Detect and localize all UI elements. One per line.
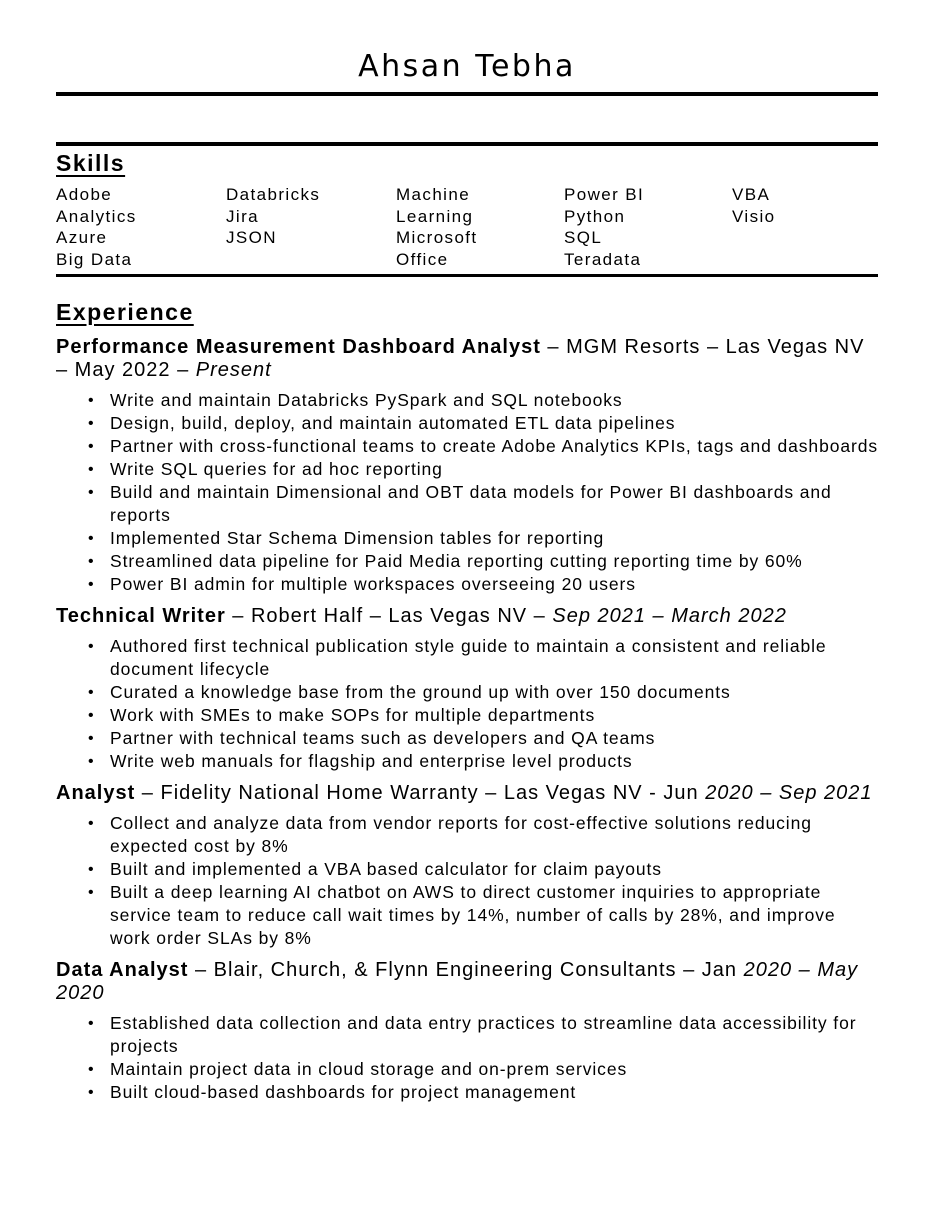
job-role: Technical Writer <box>56 605 226 627</box>
job-bullet-list <box>56 635 878 773</box>
header-divider <box>56 92 878 96</box>
skills-heading: Skills <box>56 150 126 176</box>
bullet-item: • Write web manuals for flagship and enterprise level products <box>88 750 878 773</box>
skills-column-5 <box>732 184 878 270</box>
job-bullet-list <box>56 812 878 950</box>
job-role: Analyst <box>56 782 136 804</box>
skill-item: Adobe <box>56 185 113 204</box>
job-entry-1 <box>56 336 878 596</box>
skill-item: Azure <box>56 228 108 247</box>
experience-heading: Experience <box>56 299 194 325</box>
skill-item: Office <box>396 249 449 269</box>
bullet-item: • Work with SMEs to make SOPs for multiple departments <box>88 704 878 727</box>
job-title-line <box>56 336 878 382</box>
skills-column-3 <box>396 184 564 270</box>
bullet-item: • Streamlined data pipeline for Paid Media reporting cutting reporting time by 60% <box>88 550 878 573</box>
job-company-location: – Blair, Church, & Flynn Engineering Consultants – Jan <box>188 959 744 981</box>
bullet-item: • Implemented Star Schema Dimension tables for reporting <box>88 527 878 550</box>
job-dates: 2020 – May 2020 <box>56 959 859 1004</box>
bullet-item: • Write and maintain Databricks PySpark and SQL notebooks <box>88 389 878 412</box>
skill-item: Teradata <box>564 249 642 269</box>
bullet-item: • Built a deep learning AI chatbot on AWS to direct customer inquiries to appropriate service team to reduce call wait times by 14%, number of calls by 28%, and improve work order SLAs by 8% <box>88 881 878 950</box>
job-entry-2 <box>56 605 878 773</box>
skill-item: Python <box>564 206 626 226</box>
job-title-line <box>56 782 878 805</box>
skill-item: VBA <box>732 185 771 204</box>
job-entry-3 <box>56 782 878 950</box>
skill-item: Microsoft <box>396 228 478 247</box>
skills-column-1 <box>56 184 226 270</box>
bullet-item: • Built cloud-based dashboards for project management <box>88 1081 878 1104</box>
skill-item: Visio <box>732 206 776 226</box>
bullet-item: • Authored first technical publication style guide to maintain a consistent and reliable document lifecycle <box>88 635 878 681</box>
job-company-location: – Robert Half – Las Vegas NV – <box>225 605 553 627</box>
job-role: Performance Measurement Dashboard Analyst <box>56 336 541 358</box>
skill-item: Power BI <box>564 185 645 204</box>
skill-item: Analytics <box>56 206 137 226</box>
resume-name: Ahsan Tebha <box>358 49 576 84</box>
bullet-item: • Curated a knowledge base from the ground up with over 150 documents <box>88 681 878 704</box>
bullet-item: • Collect and analyze data from vendor reports for cost-effective solutions reducing expected cost by 8% <box>88 812 878 858</box>
bullet-item: • Partner with technical teams such as developers and QA teams <box>88 727 878 750</box>
bullet-item: • Design, build, deploy, and maintain automated ETL data pipelines <box>88 412 878 435</box>
skill-item: JSON <box>226 228 277 247</box>
skills-grid <box>56 184 878 270</box>
job-title-line <box>56 605 878 628</box>
skill-item: SQL <box>564 228 603 247</box>
job-dates: Sep 2021 – March 2022 <box>552 605 787 627</box>
skill-item: Machine <box>396 185 471 204</box>
skill-item: Databricks <box>226 185 321 204</box>
bullet-item: • Partner with cross-functional teams to create Adobe Analytics KPIs, tags and dashboards <box>88 435 878 458</box>
bullet-item: • Maintain project data in cloud storage and on-prem services <box>88 1058 878 1081</box>
job-bullet-list <box>56 389 878 596</box>
skill-item: Big Data <box>56 249 133 269</box>
skills-bottom-divider <box>56 274 878 277</box>
job-company-location: – Fidelity National Home Warranty – Las Vegas NV - Jun <box>135 782 706 804</box>
skill-item: Jira <box>226 206 259 226</box>
bullet-item: • Write SQL queries for ad hoc reporting <box>88 458 878 481</box>
job-title-line <box>56 959 878 1005</box>
job-role: Data Analyst <box>56 959 189 981</box>
job-dates: 2020 – Sep 2021 <box>705 782 873 804</box>
bullet-item: • Build and maintain Dimensional and OBT data models for Power BI dashboards and reports <box>88 481 878 527</box>
bullet-item: • Power BI admin for multiple workspaces overseeing 20 users <box>88 573 878 596</box>
skill-item: Learning <box>396 206 474 226</box>
job-entry-4 <box>56 959 878 1104</box>
job-dates: Present <box>195 359 272 381</box>
skills-column-4 <box>564 184 732 270</box>
bullet-item: • Established data collection and data entry practices to streamline data accessibility for projects <box>88 1012 878 1058</box>
bullet-item: • Built and implemented a VBA based calculator for claim payouts <box>88 858 878 881</box>
skills-top-divider <box>56 142 878 146</box>
job-company-location: – MGM Resorts – Las Vegas NV – May 2022 – <box>56 336 865 381</box>
skills-column-2 <box>226 184 396 270</box>
job-bullet-list <box>56 1012 878 1104</box>
